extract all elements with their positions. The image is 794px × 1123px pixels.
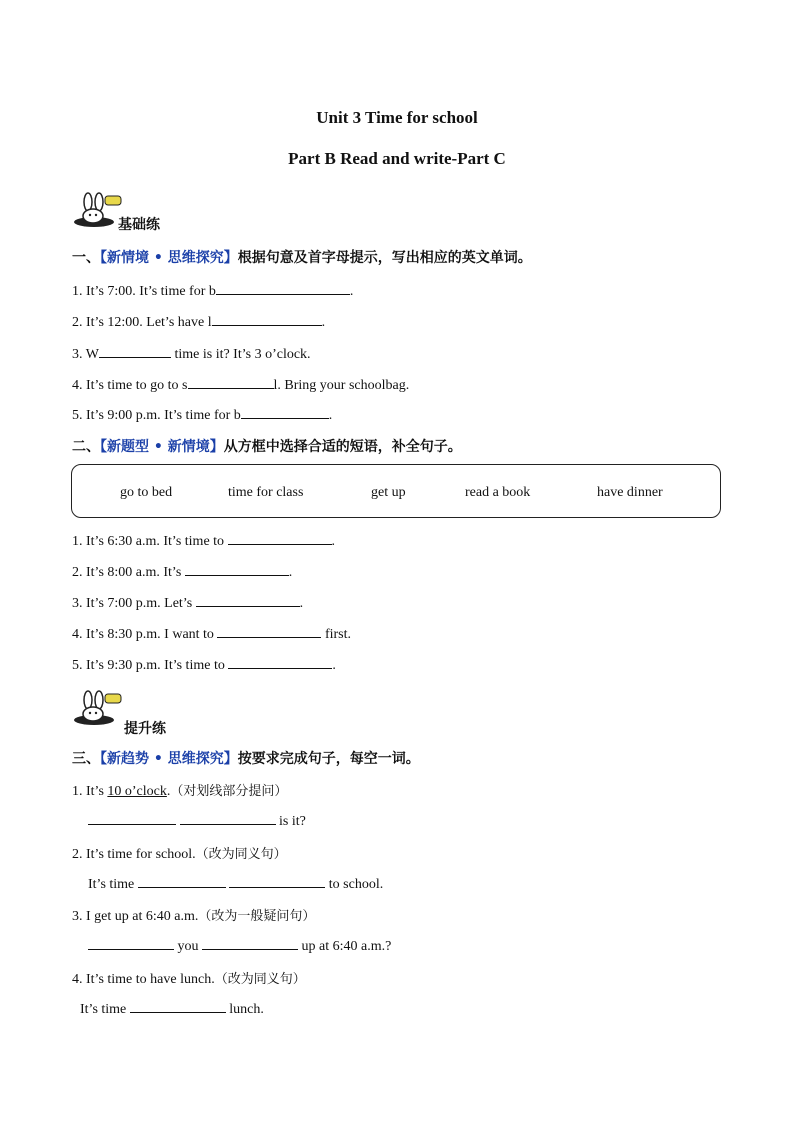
s2-item-4-text: 4. It’s 8:30 p.m. I want to [72,627,218,642]
s3-item-3-text: 3. I get up at 6:40 a.m. [72,909,199,924]
page-title: Unit 3 Time for school [316,108,478,127]
phrase-option: go to bed [120,485,173,500]
s3-item-4 [72,968,306,988]
s1-item-3-text: 3. W [72,347,99,362]
level-advanced-label: 提升练 [124,721,166,737]
s3-item-3-note: （改为一般疑问句） [198,909,316,924]
s3-item-1-text: 1. It’s [72,784,108,799]
s3-item-1-end: . [166,784,171,799]
s1-item-4-end: l. Bring your schoolbag. [273,378,410,393]
answer-blank[interactable] [196,594,300,607]
section2-number: 二、 [72,439,100,455]
s3-answer-1-end: is it? [275,814,306,829]
answer-blank[interactable] [88,937,174,950]
s2-item-5-text: 5. It’s 9:30 p.m. It’s time to [72,658,229,673]
s1-item-5-end: . [328,408,333,423]
s3-answer-2-end: to school. [325,877,384,892]
s3-item-2-text: 2. It’s time for school. [72,847,196,862]
s3-answer-3 [88,937,391,955]
s3-item-1-note: （对划线部分提问） [170,784,288,799]
s3-answer-4-end: lunch. [225,1002,264,1017]
phrase-option: time for class [228,485,304,500]
section2-tag: 【新题型 • 新情境】 [100,439,224,455]
answer-blank[interactable] [180,812,276,825]
answer-blank[interactable] [138,875,226,888]
s1-item-1 [72,282,353,300]
s2-item-1-end: . [331,534,336,549]
s2-item-5-end: . [332,658,336,673]
s3-answer-4-start: It’s time [80,1002,130,1017]
s3-answer-3-end: up at 6:40 a.m.? [298,939,392,954]
answer-blank[interactable] [188,376,274,389]
phrase-option: read a book [465,485,531,500]
s2-item-3 [72,594,303,612]
underlined-phrase: 10 o’clock [107,784,167,799]
s1-item-3-end: time is it? It’s 3 o’clock. [170,347,311,362]
answer-blank[interactable] [216,282,350,295]
section1-tag: 【新情境 • 思维探究】 [100,250,238,266]
section2-instruction: 从方框中选择合适的短语，补全句子。 [223,439,462,455]
s2-item-5 [72,656,336,674]
s3-answer-4 [80,1000,264,1018]
answer-blank[interactable] [99,345,171,358]
s2-item-1 [72,532,335,550]
answer-blank[interactable] [130,1000,226,1013]
section1-number: 一、 [72,250,100,266]
section3-tag: 【新趋势 • 思维探究】 [100,751,238,767]
s1-item-4-text: 4. It’s time to go to s [72,378,188,393]
s1-item-2-end: . [321,315,326,330]
s3-item-2 [72,843,287,863]
s3-answer-2 [88,875,383,893]
s2-item-2-text: 2. It’s 8:00 a.m. It’s [72,565,185,580]
answer-blank[interactable] [202,937,298,950]
s1-item-5 [72,406,332,424]
s1-item-1-end: . [349,284,354,299]
phrase-option: get up [371,485,406,500]
s2-item-4 [72,625,351,643]
answer-blank[interactable] [241,406,329,419]
answer-blank[interactable] [229,875,325,888]
s3-item-4-text: 4. It’s time to have lunch. [72,972,215,987]
section1-instruction: 根据句意及首字母提示，写出相应的英文单词。 [237,250,532,266]
s2-item-3-text: 3. It’s 7:00 p.m. Let’s [72,596,196,611]
phrase-box [71,464,721,518]
page-subtitle: Part B Read and write-Part C [288,149,506,168]
s3-item-3 [72,905,315,925]
answer-blank[interactable] [185,563,289,576]
section3-number: 三、 [72,751,100,767]
s1-item-3 [72,345,311,363]
s3-answer-3-mid: you [174,939,202,954]
s2-item-3-end: . [299,596,304,611]
s2-item-4-end: first. [321,627,351,642]
s2-item-2-end: . [288,565,293,580]
s3-item-4-note: （改为同义句） [214,972,306,987]
s2-item-1-text: 1. It’s 6:30 a.m. It’s time to [72,534,228,549]
level-basic-label: 基础练 [118,217,160,233]
s2-item-2 [72,563,292,581]
s3-item-1 [72,780,287,800]
section3-instruction: 按要求完成句子，每空一词。 [237,751,420,767]
answer-blank[interactable] [88,812,176,825]
section1-heading [72,247,532,267]
answer-blank[interactable] [212,313,322,326]
s1-item-4 [72,376,409,394]
answer-blank[interactable] [217,625,321,638]
s3-item-2-note: （改为同义句） [195,847,287,862]
section2-heading [72,436,462,456]
s1-item-5-text: 5. It’s 9:00 p.m. It’s time for b [72,408,241,423]
answer-blank[interactable] [228,532,332,545]
s1-item-1-text: 1. It’s 7:00. It’s time for b [72,284,216,299]
s1-item-2-text: 2. It’s 12:00. Let’s have l [72,315,212,330]
section3-heading [72,748,420,768]
s3-answer-1 [88,812,306,830]
answer-blank[interactable] [228,656,332,669]
bunny-icon [72,690,124,726]
phrase-option: have dinner [597,485,663,500]
s1-item-2 [72,313,325,331]
s3-answer-2-start: It’s time [88,877,138,892]
bunny-icon [72,192,124,228]
